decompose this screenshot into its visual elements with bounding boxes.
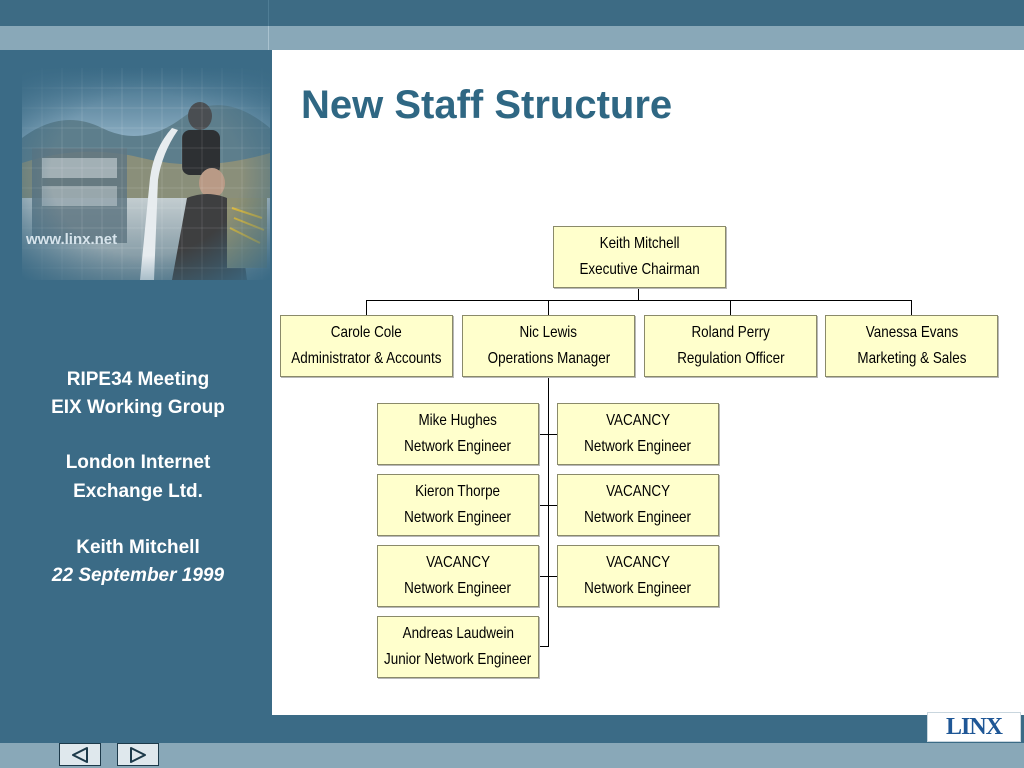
- header-photo-collage: [22, 68, 270, 280]
- slide-title: New Staff Structure: [301, 83, 673, 127]
- presenter-name: Keith Mitchell: [76, 537, 200, 558]
- organisation-line-1: London Internet: [65, 452, 211, 473]
- node-role: Operations Manager: [487, 350, 610, 367]
- top-band: [0, 0, 1024, 26]
- node-role: Network Engineer: [584, 509, 692, 526]
- previous-slide-button[interactable]: [59, 743, 101, 766]
- node-role: Executive Chairman: [579, 261, 700, 278]
- next-slide-button[interactable]: [117, 743, 159, 766]
- org-node-engineer: [377, 545, 539, 607]
- org-node-manager: [462, 315, 635, 377]
- connector: [911, 300, 912, 316]
- node-role: Network Engineer: [404, 509, 512, 526]
- org-node-chairman: [553, 226, 726, 288]
- node-name: VACANCY: [426, 554, 490, 571]
- node-role: Network Engineer: [404, 438, 512, 455]
- meeting-name: RIPE34 Meeting: [66, 369, 210, 390]
- linx-logo: [927, 712, 1021, 742]
- org-node-engineer: [557, 474, 719, 536]
- org-node-engineer: [377, 616, 539, 678]
- connector: [539, 576, 557, 577]
- node-name: VACANCY: [606, 412, 670, 429]
- node-name: Andreas Laudwein: [402, 625, 514, 642]
- logo-text: LINX: [945, 713, 1002, 740]
- connector: [548, 300, 549, 316]
- triangle-left-icon: [68, 746, 92, 764]
- node-name: Nic Lewis: [519, 324, 578, 341]
- org-node-manager: [280, 315, 453, 377]
- bottom-band: [0, 715, 1024, 743]
- node-name: Roland Perry: [691, 324, 770, 341]
- connector: [539, 505, 557, 506]
- triangle-right-icon: [126, 746, 150, 764]
- connector: [366, 300, 912, 301]
- node-name: Keith Mitchell: [599, 235, 680, 252]
- node-role: Network Engineer: [584, 438, 692, 455]
- connector: [730, 300, 731, 316]
- node-role: Administrator & Accounts: [291, 350, 442, 367]
- connector: [539, 646, 549, 647]
- node-role: Junior Network Engineer: [384, 651, 532, 668]
- org-node-manager: [825, 315, 998, 377]
- connector: [548, 377, 549, 646]
- node-role: Network Engineer: [584, 580, 692, 597]
- org-node-engineer: [377, 403, 539, 465]
- node-name: VACANCY: [606, 483, 670, 500]
- node-name: VACANCY: [606, 554, 670, 571]
- org-node-manager: [644, 315, 817, 377]
- org-node-engineer: [557, 545, 719, 607]
- organisation-line-2: Exchange Ltd.: [73, 481, 203, 502]
- node-role: Marketing & Sales: [856, 350, 967, 367]
- connector: [539, 434, 557, 435]
- working-group: EIX Working Group: [51, 397, 225, 418]
- org-node-engineer: [557, 403, 719, 465]
- org-node-engineer: [377, 474, 539, 536]
- second-band: [0, 26, 1024, 50]
- website-url: www.linx.net: [26, 231, 118, 248]
- presentation-date: 22 September 1999: [51, 565, 225, 586]
- node-role: Regulation Officer: [676, 350, 785, 367]
- node-name: Carole Cole: [331, 324, 402, 341]
- node-role: Network Engineer: [404, 580, 512, 597]
- node-name: Mike Hughes: [418, 412, 498, 429]
- node-name: Vanessa Evans: [865, 324, 958, 341]
- connector: [366, 300, 367, 316]
- node-name: Kieron Thorpe: [415, 483, 501, 500]
